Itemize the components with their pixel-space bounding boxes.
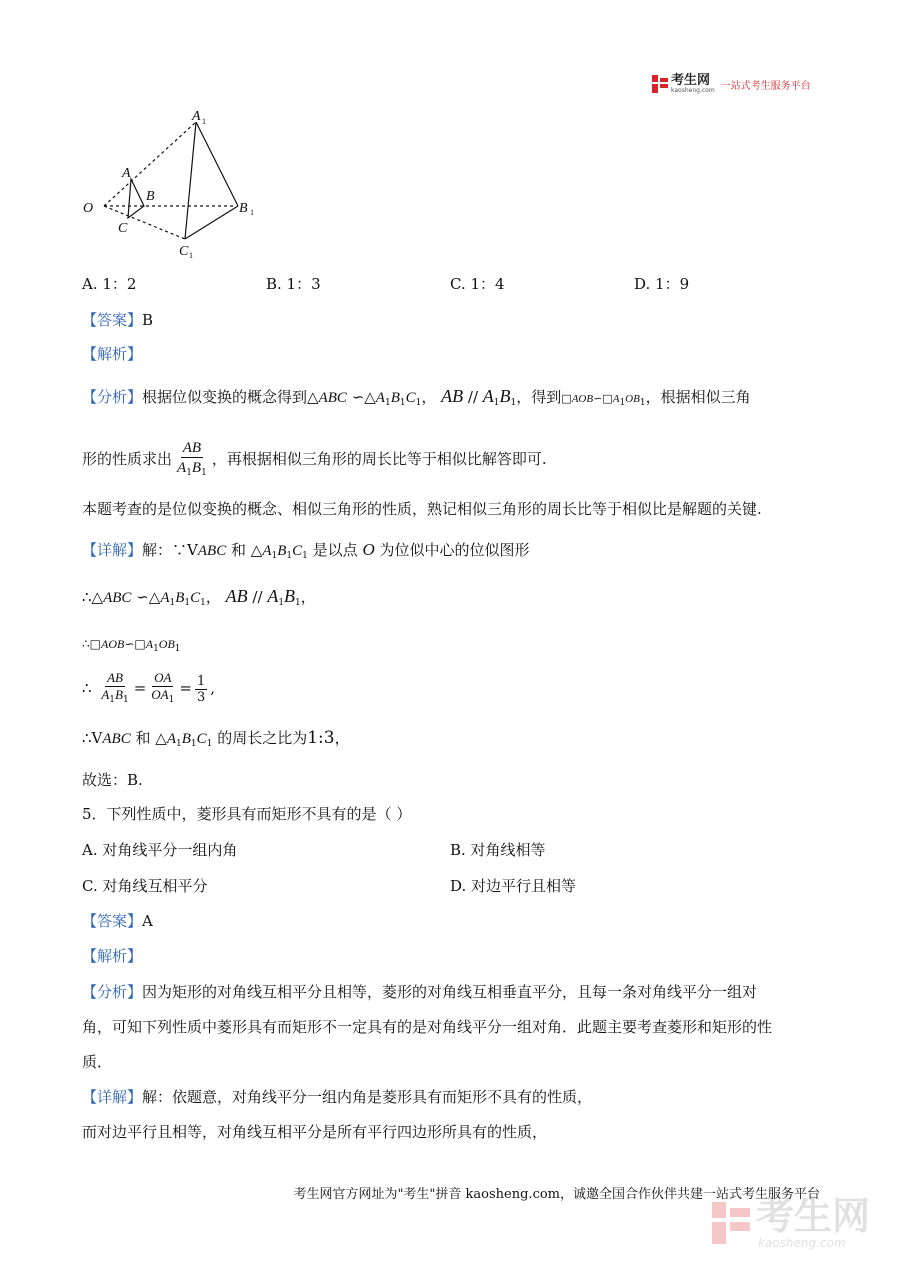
q4-step-similar: ∴△ABC $∽\triangle A_1B_1C_1$， AB // $A_1B_1$， bbox=[82, 586, 316, 608]
q4-option-c: C. 1：4 bbox=[450, 275, 505, 293]
q5-xiangjie-line1 bbox=[82, 1087, 592, 1107]
q5-answer-line bbox=[82, 911, 153, 931]
q4-answer-tag: 【答案】 bbox=[82, 311, 143, 329]
q5-answer-tag: 【答案】 bbox=[82, 912, 143, 930]
q5-option-a: A. 对角线平分一组内角 bbox=[82, 841, 238, 859]
q5-fenxi-line2: 角，可知下列性质中菱形具有而矩形不一定具有的是对角线平分一组对角．此题主要考查菱形和矩形的性 bbox=[82, 1018, 773, 1036]
q4-option-d: D. 1：9 bbox=[634, 275, 690, 293]
label-b1: B bbox=[239, 201, 248, 216]
q4-option-a: A. 1：2 bbox=[82, 275, 137, 293]
q4-step-perimeter: ∴VABC 和 $\triangle A_1B_1C_1$ 的周长之比为1:3， bbox=[82, 728, 350, 749]
watermark-name: 考生网 bbox=[756, 1194, 871, 1238]
label-o: O bbox=[83, 201, 94, 216]
watermark bbox=[712, 1196, 870, 1250]
footer-text: 考生网官方网址为"考生"拼音 kaosheng.com，诚邀全国合作伙伴共建一站式考生服务平台 bbox=[293, 1187, 820, 1202]
q4-xiangjie-text4: 为位似中心的位似图形 bbox=[379, 541, 530, 559]
fraction-oa-oa1: $\frac{OA}{OA_1}$ bbox=[151, 670, 175, 705]
q4-fenxi-text2: ，得到 bbox=[516, 388, 562, 406]
q4-conclusion: 故选：B. bbox=[82, 771, 143, 789]
q5-option-c: C. 对角线互相平分 bbox=[82, 877, 208, 895]
label-a: A bbox=[122, 166, 131, 181]
q5-fenxi-text1: 因为矩形的对角线互相平分且相等，菱形的对角线互相垂直平分，且每一条对角线平分一组对 bbox=[142, 983, 758, 1001]
q5-option-b: B. 对角线相等 bbox=[450, 841, 546, 859]
q5-fenxi-line1 bbox=[82, 982, 757, 1002]
q5-answer: A bbox=[142, 912, 153, 930]
label-b: B bbox=[146, 189, 155, 204]
logo-slogan: 一站式考生服务平台 bbox=[720, 80, 811, 92]
q4-fenxi-text1: 根据位似变换的概念得到 bbox=[142, 388, 308, 406]
label-b1-sub: 1 bbox=[250, 208, 254, 217]
q4-step-aob: $\therefore□AOB∽□A_1OB_1$ bbox=[82, 637, 181, 654]
q4-answer: B bbox=[142, 311, 154, 329]
label-a1: A bbox=[192, 109, 201, 124]
logo-url: kaosheng.com bbox=[671, 87, 715, 94]
q4-analysis-tag: 【解析】 bbox=[82, 345, 143, 363]
q5-fenxi-line3: 质． bbox=[82, 1053, 113, 1071]
ray-o-c1 bbox=[104, 206, 185, 239]
fraction-ab-a1b1: $\frac{AB}{A_1B_1}$ bbox=[101, 670, 129, 705]
label-a1-sub: 1 bbox=[202, 117, 206, 126]
q4-fenxi-text4: 形的性质求出 bbox=[82, 450, 173, 468]
q4-fenxi-text5: ，再根据相似三角形的周长比等于相似比解答即可. bbox=[211, 450, 547, 468]
edge-a1b1 bbox=[196, 122, 238, 206]
therefore-symbol: ∴ bbox=[82, 588, 92, 606]
q5-xiangjie-line2: 而对边平行且相等，对角线互相平分是所有平行四边形所具有的性质， bbox=[82, 1123, 548, 1141]
q4-step-ratio: ∴ $\frac{AB}{A_1B_1}$ = $\frac{OA}{OA_1}$ = $\frac{1}{3}$ , bbox=[82, 670, 215, 708]
therefore-symbol: ∴ bbox=[82, 637, 90, 651]
fraction-one-third: $\frac{1}{3}$ bbox=[196, 673, 206, 705]
q4-xiangjie-tag: 【详解】 bbox=[82, 541, 143, 559]
q4-perim-text2: 的周长之比为 bbox=[217, 729, 308, 747]
q4-xiangjie-line1: 【详解】解：∵VABC 和 $\triangle A_1B_1C_1$ 是以点 O 为位似中心的位似图形 bbox=[82, 540, 530, 561]
label-c: C bbox=[118, 221, 128, 236]
q4-answer-line bbox=[82, 310, 153, 330]
homothety-figure bbox=[80, 105, 270, 265]
edge-b1c1 bbox=[185, 206, 238, 239]
q5-xiangjie-tag: 【详解】 bbox=[82, 1088, 143, 1106]
q4-perim-text1: 和 bbox=[135, 729, 151, 747]
label-c1-sub: 1 bbox=[189, 251, 193, 260]
q5-stem: 5．下列性质中，菱形具有而矩形不具有的是（ ） bbox=[82, 805, 412, 823]
watermark-url: kaosheng.com bbox=[758, 1236, 846, 1250]
q4-xiangjie-text2: 和 bbox=[231, 541, 247, 559]
logo-name: 考生网 bbox=[671, 73, 711, 88]
q4-fenxi-line2 bbox=[82, 438, 547, 482]
q5-fenxi-tag: 【分析】 bbox=[82, 983, 143, 1001]
q5-option-d: D. 对边平行且相等 bbox=[450, 877, 577, 895]
q5-xiangjie-text1: 解：依题意，对角线平分一组内角是菱形具有而矩形不具有的性质， bbox=[142, 1088, 593, 1106]
therefore-symbol: ∴ bbox=[82, 679, 92, 697]
fraction-ab-over-a1b1: $\frac{AB}{A_1B_1}$ bbox=[177, 440, 207, 478]
q5-analysis-tag: 【解析】 bbox=[82, 947, 143, 965]
q4-fenxi-tag: 【分析】 bbox=[82, 388, 143, 406]
triangle-abc bbox=[128, 179, 144, 218]
watermark-logo-icon bbox=[712, 1202, 750, 1244]
header-logo bbox=[652, 74, 811, 94]
therefore-symbol: ∴ bbox=[82, 729, 92, 747]
q4-option-b: B. 1：3 bbox=[266, 275, 321, 293]
kaosheng-logo-icon bbox=[652, 75, 668, 93]
label-c1: C bbox=[179, 244, 189, 259]
watermark-text-block bbox=[750, 1196, 870, 1250]
q4-summary: 本题考查的是位似变换的概念、相似三角形的性质，熟记相似三角形的周长比等于相似比是解题的关键. bbox=[82, 500, 762, 518]
logo-text-block bbox=[668, 74, 715, 94]
q4-xiangjie-text1: 解：∵ bbox=[142, 541, 188, 559]
edge-a1c1 bbox=[185, 122, 196, 239]
q4-perim-ratio: 1:3 bbox=[307, 728, 335, 748]
q4-xiangjie-text3: 是以点 bbox=[312, 541, 358, 559]
q4-fenxi-text3: ，根据相似三角 bbox=[645, 388, 751, 406]
q4-fenxi-line1: 【分析】根据位似变换的概念得到△ABC $∽\triangle A_1B_1C_1$， AB // $A_1B_1$，得到$□AOB∽□A_1OB_1$，根据相似三角 bbox=[82, 386, 751, 408]
